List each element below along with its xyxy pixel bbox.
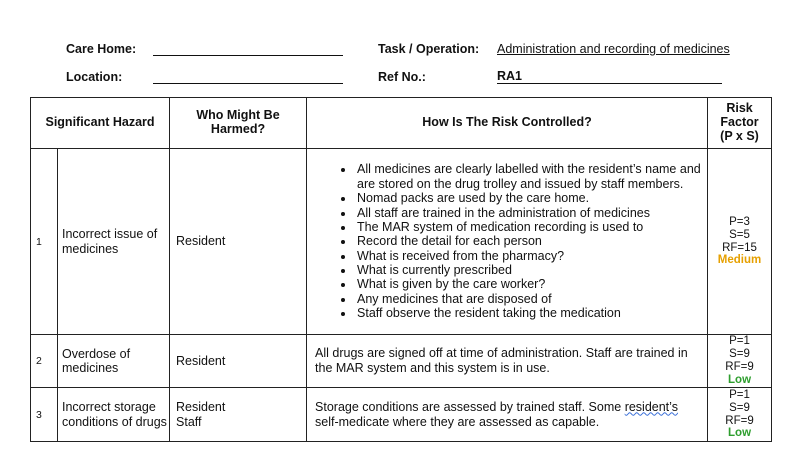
who-item: Staff	[176, 414, 202, 429]
risk-assessment-table	[30, 97, 772, 442]
risk-factor-cell	[708, 149, 772, 335]
probability-value: P=1	[729, 335, 750, 348]
who-cell: Resident	[170, 149, 307, 335]
header-risk-line2: Factor	[720, 115, 759, 130]
severity-value: S=9	[729, 401, 750, 414]
table-row	[31, 335, 772, 388]
probability-value: P=1	[729, 388, 750, 401]
spellcheck-flagged-word[interactable]: resident’s	[624, 399, 678, 414]
risk-level-badge: Low	[728, 427, 752, 440]
care-home-label: Care Home:	[66, 42, 137, 56]
location-field[interactable]	[153, 69, 343, 84]
header-significant-hazard: Significant Hazard	[31, 98, 170, 149]
list-item: • What is received from the pharmacy?	[355, 249, 701, 263]
list-item: • Staff observe the resident taking the medication	[355, 306, 701, 320]
list-item: • Nomad packs are used by the care home.	[355, 191, 701, 205]
control-text-end: self-medicate where they are assessed as capable.	[315, 414, 600, 429]
list-item: • The MAR system of medication recording is used to	[355, 220, 701, 234]
task-label: Task / Operation:	[378, 42, 480, 56]
control-list	[315, 162, 701, 320]
control-cell	[307, 388, 708, 442]
list-item: • What is given by the care worker?	[355, 277, 701, 291]
ref-field: RA1	[497, 69, 722, 84]
risk-factor-cell	[708, 388, 772, 442]
list-item: • Any medicines that are disposed of	[355, 292, 701, 306]
table-header-row	[31, 98, 772, 149]
list-item: • What is currently prescribed	[355, 263, 701, 277]
risk-factor-value: RF=9	[725, 361, 754, 373]
header-risk-line1: Risk	[726, 101, 753, 116]
who-item: Resident	[176, 399, 226, 414]
control-text-start: Storage conditions are assessed by trained staff. Some	[315, 399, 625, 414]
hazard-cell: Overdose of medicines	[58, 335, 170, 388]
ref-label: Ref No.:	[378, 70, 426, 84]
hazard-cell: Incorrect issue of medicines	[58, 149, 170, 335]
control-cell: All drugs are signed off at time of administration. Staff are trained in the MAR system and this system is in use.	[307, 335, 708, 388]
list-item: • All medicines are clearly labelled with the resident’s name and are stored on the drug trolley and issued by staff members.	[355, 162, 701, 191]
list-item: • Record the detail for each person	[355, 234, 701, 248]
row-number: 2	[31, 335, 58, 388]
who-cell	[170, 388, 307, 442]
header-risk-factor	[708, 98, 772, 149]
location-label: Location:	[66, 70, 123, 84]
risk-level-badge: Low	[728, 373, 752, 386]
care-home-field[interactable]	[153, 41, 343, 56]
task-value: Administration and recording of medicines	[497, 42, 730, 56]
table-row	[31, 149, 772, 335]
risk-factor-value: RF=9	[725, 414, 754, 427]
risk-factor-value: RF=15	[722, 241, 757, 254]
header-who-harmed: Who Might Be Harmed?	[170, 98, 307, 149]
header-risk-line3: (P x S)	[720, 128, 759, 143]
control-cell	[307, 149, 708, 335]
table-row	[31, 388, 772, 442]
risk-factor-cell	[708, 335, 772, 388]
row-number: 1	[31, 149, 58, 335]
severity-value: S=5	[729, 228, 750, 241]
risk-level-badge: Medium	[717, 254, 762, 267]
row-number: 3	[31, 388, 58, 442]
list-item: • All staff are trained in the administration of medicines	[355, 206, 701, 220]
who-cell: Resident	[170, 335, 307, 388]
probability-value: P=3	[729, 215, 750, 228]
hazard-cell: Incorrect storage conditions of drugs	[58, 388, 170, 442]
severity-value: S=9	[729, 348, 750, 361]
header-risk-controlled: How Is The Risk Controlled?	[307, 98, 708, 149]
